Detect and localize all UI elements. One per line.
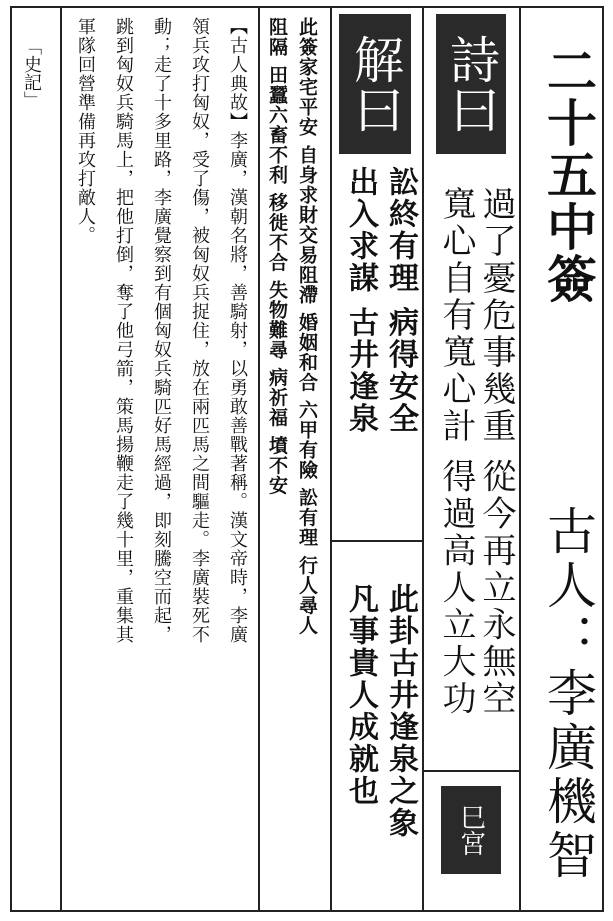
story-line-3: 動；走了十多里路，李廣覺察到有個匈奴兵騎匹好馬經過，即刻騰空而起，	[151, 17, 172, 644]
fortune-title: 二十五中簽	[539, 45, 597, 305]
fortune-line-1: 此簽家宅平安 自身求財交易阻滯 婚姻和合 六甲有險 訟有理 行人尋人	[296, 17, 318, 636]
divider-summary-top	[330, 540, 422, 542]
attribution: 古人：李廣機智	[539, 505, 597, 883]
interpretation-line-1: 訟終有理 病得安全	[383, 166, 418, 435]
palace-label: 巳宮	[441, 786, 501, 874]
divider-fortune	[258, 6, 260, 912]
poem-line-2: 寬心自有寬心計 得過高人立大功	[436, 186, 476, 718]
story-line-4: 跳到匈奴兵騎馬上，把他打倒，奪了他弓箭，策馬揚鞭走了幾十里，重集其	[113, 17, 134, 644]
divider-poem	[422, 6, 424, 912]
story-line-5: 軍隊回營準備再攻打敵人。	[75, 17, 96, 245]
story-line-2: 領兵攻打匈奴，受了傷，被匈奴兵捉住，放在兩匹馬之間驅走。李廣裝死不	[189, 17, 210, 644]
story-line-1: 【古人典故】李廣，漢朝名將，善騎射，以勇敢善戰著稱。漢文帝時，李廣	[227, 17, 248, 644]
summary-line-2: 凡事貴人成就也	[343, 583, 378, 807]
divider-interp	[330, 6, 332, 912]
poem-line-1: 過了憂危事幾重 從今再立永無空	[476, 186, 516, 718]
poem-label: 詩曰	[436, 14, 506, 154]
divider-palace-top	[422, 770, 519, 772]
fortune-line-2: 阻隔 田蠶六畜不利 移徙不合 失物難尋 病祈福 墳不安	[266, 17, 288, 496]
divider-story	[60, 6, 62, 912]
source-citation: 「史記」	[21, 37, 42, 109]
interpretation-label: 解曰	[339, 14, 411, 154]
interpretation-line-2: 出入求謀 古井逢泉	[343, 166, 378, 435]
summary-line-1: 此卦古井逢泉之象	[383, 583, 418, 839]
